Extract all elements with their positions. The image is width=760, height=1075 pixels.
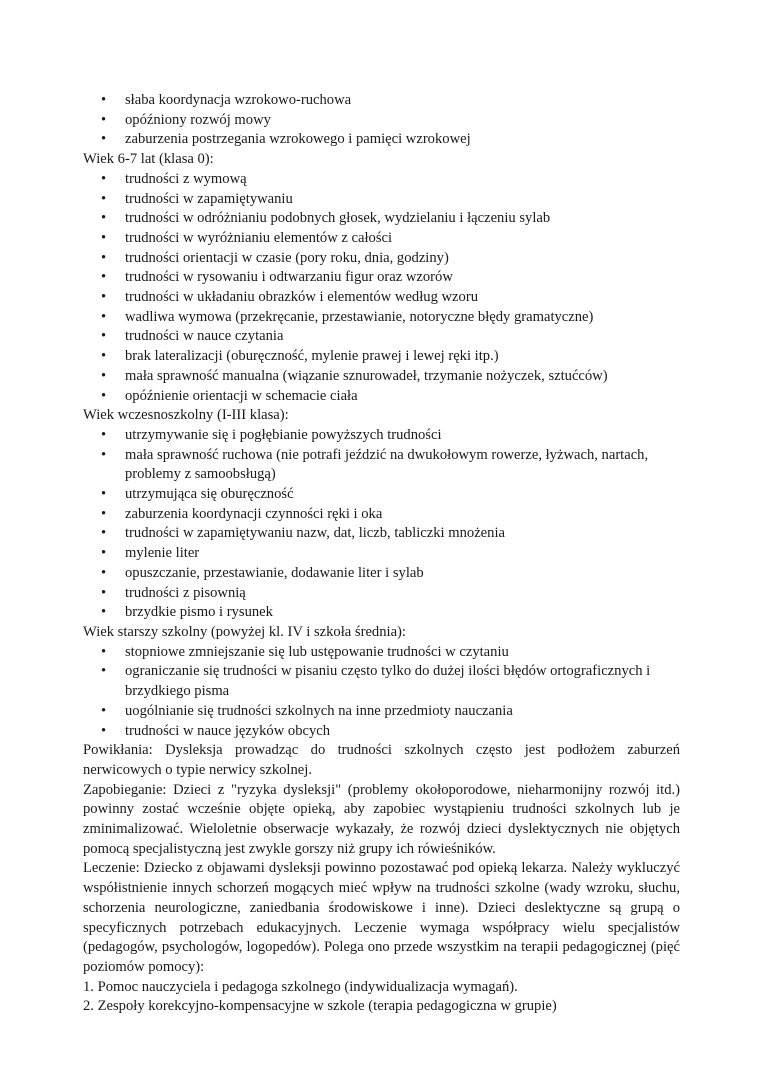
list-item: [83, 327, 680, 347]
bullet-icon: •: [101, 604, 107, 621]
bullet-icon: •: [101, 564, 107, 581]
list-item: [83, 268, 680, 288]
bullet-icon: •: [101, 486, 107, 503]
list-item: [83, 170, 680, 190]
list-item-text: wadliwa wymowa (przekręcanie, przestawianie, notoryczne błędy gramatyczne): [125, 308, 594, 325]
list-item: [83, 524, 680, 544]
list-item: [83, 722, 680, 742]
bullet-icon: •: [101, 584, 107, 601]
list-item-text: mała sprawność ruchowa (nie potrafi jeździć na dwukołowym rowerze, łyżwach, nartach, problemy z samoobsługą): [125, 446, 649, 483]
bullet-icon: •: [101, 190, 107, 207]
list-item: [83, 308, 680, 328]
bullet-icon: •: [101, 643, 107, 660]
bullet-icon: •: [101, 545, 107, 562]
list-item: [83, 643, 680, 663]
list-item: [83, 111, 680, 131]
list-item-text: opóźniony rozwój mowy: [125, 111, 271, 128]
bullet-icon: •: [101, 111, 107, 128]
list-item-text: trudności z pisownią: [125, 584, 246, 601]
paragraph: Zapobieganie: Dzieci z "ryzyka dysleksji" (problemy okołoporodowe, nieharmonijny rozwój itd.) powinny zostać wcześnie objęte opieką, aby zapobiec wystąpieniu trudności szkolnych lub je zminimalizować. Wieloletnie obserwacje wykazały, że rozwój dzieci dyslektycznych nie objętych pomocą specjalistyczną jest zwykle gorszy niż grupy ich rówieśników.: [83, 781, 680, 857]
list-item: [83, 485, 680, 505]
list-item: [83, 603, 680, 623]
list-item-text: trudności w układaniu obrazków i elementów według wzoru: [125, 289, 478, 306]
paragraph: 2. Zespoły korekcyjno-kompensacyjne w szkole (terapia pedagogiczna w grupie): [83, 998, 557, 1015]
list-item: [83, 190, 680, 210]
list-item-text: trudności orientacji w czasie (pory roku, dnia, godziny): [125, 249, 449, 266]
list-item: [83, 544, 680, 564]
list-item: [83, 209, 680, 229]
list-item-text: trudności w odróżnianiu podobnych głosek, wydzielaniu i łączeniu sylab: [125, 210, 551, 227]
paragraph: Wiek wczesnoszkolny (I-III klasa):: [83, 407, 289, 424]
list-item-text: mylenie liter: [125, 545, 200, 562]
bullet-icon: •: [101, 722, 107, 739]
list-item: [83, 249, 680, 269]
list-item: [83, 446, 680, 485]
list-item-text: trudności w nauce języków obcych: [125, 722, 331, 739]
bullet-icon: •: [101, 289, 107, 306]
bullet-icon: •: [101, 367, 107, 384]
list-item-text: brak lateralizacji (oburęczność, mylenie prawej i lewej ręki itp.): [125, 348, 499, 365]
list-item-text: opuszczanie, przestawianie, dodawanie liter i sylab: [125, 564, 424, 581]
list-item-text: mała sprawność manualna (wiązanie sznurowadeł, trzymanie nożyczek, sztućców): [125, 367, 608, 384]
list-item-text: słaba koordynacja wzrokowo-ruchowa: [125, 92, 352, 108]
bullet-icon: •: [101, 702, 107, 719]
list-item: [83, 426, 680, 446]
list-item: [83, 702, 680, 722]
bullet-icon: •: [101, 426, 107, 443]
list-item: [83, 130, 680, 150]
list-item-text: trudności w zapamiętywaniu nazw, dat, liczb, tabliczki mnożenia: [125, 525, 505, 542]
bullet-icon: •: [101, 229, 107, 246]
list-item-text: ograniczanie się trudności w pisaniu często tylko do dużej ilości błędów ortograficznych i brzydkiego pisma: [125, 663, 651, 700]
bullet-icon: •: [101, 249, 107, 266]
list-item-text: brzydkie pismo i rysunek: [125, 604, 273, 621]
paragraph: 1. Pomoc nauczyciela i pedagoga szkolnego (indywidualizacja wymagań).: [83, 978, 518, 995]
paragraph: Leczenie: Dziecko z objawami dysleksji powinno pozostawać pod opieką lekarza. Należy wykluczyć współistnienie innych schorzeń mogących mieć wpływ na trudności szkolne (wady wzroku, słuchu, schorzenia neurologiczne, zaniedbania środowiskowe i inne). Dzieci deslektyczne są grupą o specyficznych potrzebach edukacyjnych. Leczenie wymaga współpracy wielu specjalistów (pedagogów, psychologów, logopedów). Polega ono przede wszystkim na terapii pedagogicznej (pięć poziomów pomocy):: [83, 860, 680, 975]
bullet-icon: •: [101, 387, 107, 404]
list-item: [83, 564, 680, 584]
list-item: [83, 347, 680, 367]
bullet-list: [83, 426, 680, 623]
bullet-icon: •: [101, 505, 107, 522]
bullet-icon: •: [101, 170, 107, 187]
bullet-icon: •: [101, 525, 107, 542]
list-item-text: stopniowe zmniejszanie się lub ustępowanie trudności w czytaniu: [125, 643, 509, 660]
bullet-icon: •: [101, 269, 107, 286]
list-item: [83, 505, 680, 525]
list-item-text: trudności w zapamiętywaniu: [125, 190, 293, 207]
list-item: [83, 584, 680, 604]
bullet-icon: •: [101, 348, 107, 365]
paragraph: Powikłania: Dysleksja prowadząc do trudności szkolnych często jest podłożem zaburzeń nerwicowych o typie nerwicy szkolnej.: [83, 742, 680, 778]
list-item: [83, 288, 680, 308]
paragraph: Wiek 6-7 lat (klasa 0):: [83, 151, 214, 168]
bullet-list: [83, 91, 680, 150]
bullet-icon: •: [101, 92, 107, 108]
bullet-icon: •: [101, 663, 107, 680]
list-item-text: opóźnienie orientacji w schemacie ciała: [125, 387, 358, 404]
document-page: [83, 91, 680, 1017]
list-item-text: trudności w nauce czytania: [125, 328, 284, 345]
bullet-icon: •: [101, 446, 107, 463]
list-item-text: utrzymująca się oburęczność: [125, 486, 294, 503]
list-item-text: trudności w wyróżnianiu elementów z całości: [125, 229, 393, 246]
bullet-icon: •: [101, 131, 107, 148]
bullet-icon: •: [101, 210, 107, 227]
list-item-text: trudności z wymową: [125, 170, 247, 187]
list-item-text: zaburzenia koordynacji czynności ręki i oka: [125, 505, 383, 522]
bullet-list: [83, 643, 680, 742]
list-item-text: uogólnianie się trudności szkolnych na inne przedmioty nauczania: [125, 702, 513, 719]
list-item: [83, 229, 680, 249]
list-item-text: zaburzenia postrzegania wzrokowego i pamięci wzrokowej: [125, 131, 471, 148]
list-item: [83, 662, 680, 701]
list-item: [83, 367, 680, 387]
list-item-text: utrzymywanie się i pogłębianie powyższych trudności: [125, 426, 442, 443]
bullet-icon: •: [101, 308, 107, 325]
list-item: [83, 91, 680, 111]
list-item-text: trudności w rysowaniu i odtwarzaniu figur oraz wzorów: [125, 269, 453, 286]
bullet-list: [83, 170, 680, 406]
bullet-icon: •: [101, 328, 107, 345]
paragraph: Wiek starszy szkolny (powyżej kl. IV i szkoła średnia):: [83, 623, 406, 640]
list-item: [83, 387, 680, 407]
